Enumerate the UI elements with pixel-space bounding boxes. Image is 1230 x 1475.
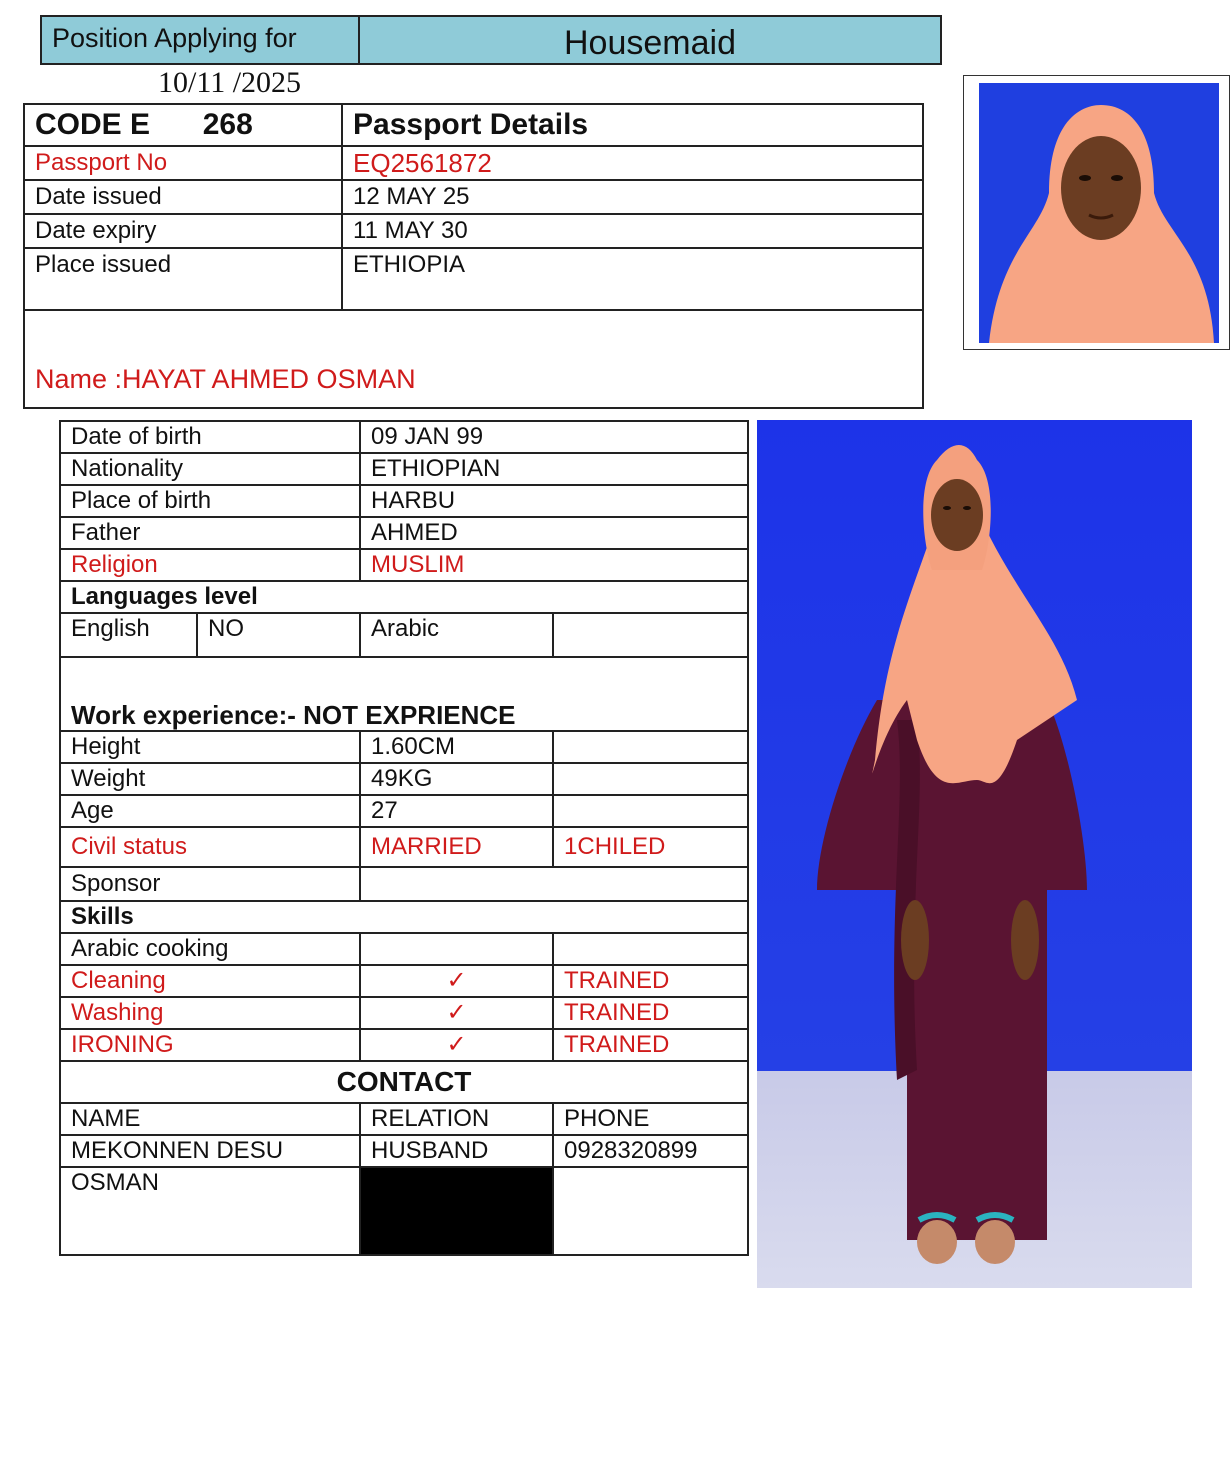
check-icon: ✓ xyxy=(360,1029,553,1061)
contact-phone xyxy=(553,1167,748,1255)
weight-value: 49KG xyxy=(360,763,553,795)
skill-status: TRAINED xyxy=(553,997,748,1029)
height-extra xyxy=(553,731,748,763)
age-value: 27 xyxy=(360,795,553,827)
passport-table xyxy=(23,103,924,409)
redacted-block xyxy=(360,1167,553,1255)
father-value: AHMED xyxy=(360,517,748,549)
children-value: 1CHILED xyxy=(553,827,748,867)
english-label: English xyxy=(60,613,197,657)
application-date: 10/11 /2025 xyxy=(158,66,302,99)
contact-col-phone: PHONE xyxy=(553,1103,748,1135)
english-value: NO xyxy=(197,613,360,657)
passport-no-label: Passport No xyxy=(24,146,342,180)
code-label: CODE E xyxy=(35,108,151,141)
contact-col-relation: RELATION xyxy=(360,1103,553,1135)
skill-label: Cleaning xyxy=(60,965,360,997)
contact-name: MEKONNEN DESU xyxy=(60,1135,360,1167)
civil-status-value: MARRIED xyxy=(360,827,553,867)
skill-status: TRAINED xyxy=(553,965,748,997)
position-value: Housemaid xyxy=(564,24,736,62)
date-expiry-label: Date expiry xyxy=(24,214,342,248)
weight-extra xyxy=(553,763,748,795)
check-icon: ✓ xyxy=(360,997,553,1029)
religion-label: Religion xyxy=(60,549,360,581)
languages-heading: Languages level xyxy=(60,581,748,613)
civil-status-label: Civil status xyxy=(60,827,360,867)
candidate-name: Name :HAYAT AHMED OSMAN xyxy=(24,310,923,408)
position-label: Position Applying for xyxy=(42,17,360,63)
contact-heading: CONTACT xyxy=(60,1061,748,1103)
place-of-birth-value: HARBU xyxy=(360,485,748,517)
skill-label: IRONING xyxy=(60,1029,360,1061)
place-issued-label: Place issued xyxy=(24,248,342,310)
skill-label: Washing xyxy=(60,997,360,1029)
place-issued-value: ETHIOPIA xyxy=(342,248,923,310)
contact-relation: HUSBAND xyxy=(360,1135,553,1167)
contact-name: OSMAN xyxy=(60,1167,360,1255)
arabic-label: Arabic xyxy=(360,613,553,657)
sponsor-label: Sponsor xyxy=(60,867,360,901)
dob-value: 09 JAN 99 xyxy=(360,421,748,453)
nationality-value: ETHIOPIAN xyxy=(360,453,748,485)
details-table xyxy=(59,420,749,1256)
height-label: Height xyxy=(60,731,360,763)
position-banner xyxy=(40,15,942,65)
skills-heading: Skills xyxy=(60,901,748,933)
work-experience: Work experience:- NOT EXPRIENCE xyxy=(60,657,748,731)
arabic-value xyxy=(553,613,748,657)
code-cell xyxy=(24,104,342,146)
skill-status xyxy=(553,933,748,965)
date-issued-label: Date issued xyxy=(24,180,342,214)
skill-label: Arabic cooking xyxy=(60,933,360,965)
code-value: 268 xyxy=(202,108,253,141)
passport-title: Passport Details xyxy=(342,104,923,146)
full-body-photo xyxy=(757,420,1192,1288)
height-value: 1.60CM xyxy=(360,731,553,763)
date-issued-value: 12 MAY 25 xyxy=(342,180,923,214)
contact-phone: 0928320899 xyxy=(553,1135,748,1167)
father-label: Father xyxy=(60,517,360,549)
age-label: Age xyxy=(60,795,360,827)
weight-label: Weight xyxy=(60,763,360,795)
nationality-label: Nationality xyxy=(60,453,360,485)
passport-no-value: EQ2561872 xyxy=(342,146,923,180)
skill-check xyxy=(360,933,553,965)
sponsor-value xyxy=(360,867,748,901)
date-expiry-value: 11 MAY 30 xyxy=(342,214,923,248)
skill-status: TRAINED xyxy=(553,1029,748,1061)
age-extra xyxy=(553,795,748,827)
religion-value: MUSLIM xyxy=(360,549,748,581)
face-photo xyxy=(979,83,1219,343)
contact-col-name: NAME xyxy=(60,1103,360,1135)
place-of-birth-label: Place of birth xyxy=(60,485,360,517)
check-icon: ✓ xyxy=(360,965,553,997)
dob-label: Date of birth xyxy=(60,421,360,453)
